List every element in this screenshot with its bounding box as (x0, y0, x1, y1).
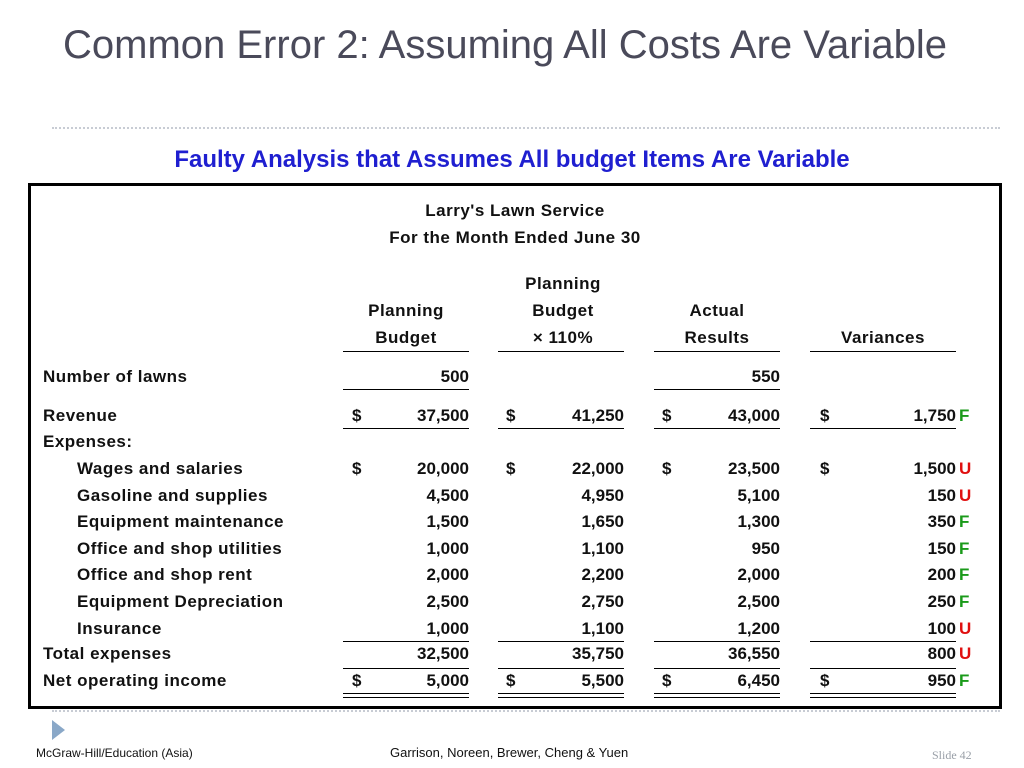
row-expense-variance: 1,500 (913, 459, 956, 478)
revenue-underline (654, 428, 780, 429)
row-total-expenses-indicator: U (959, 644, 972, 663)
row-expense-indicator: F (959, 565, 970, 585)
row-expense-label: Insurance (77, 618, 162, 638)
row-expense-flex: 22,000 (572, 459, 624, 478)
footer-publisher: McGraw-Hill/Education (Asia) (36, 746, 193, 760)
net-double-underline (810, 697, 956, 698)
net-double-underline (498, 697, 624, 698)
currency-symbol: $ (662, 671, 672, 690)
row-expense-actual: 2,500 (737, 592, 780, 611)
currency-symbol: $ (352, 406, 362, 425)
cell-lawns-planning: 500 (440, 367, 469, 386)
currency-symbol: $ (352, 671, 362, 690)
expenses-underline (654, 641, 780, 642)
footer-divider (52, 710, 1000, 712)
column-header-flex: Budget (532, 301, 594, 320)
row-net-income-actual: 6,450 (737, 671, 780, 690)
row-expense-flex: 1,650 (581, 512, 624, 532)
row-expense-planning: 20,000 (417, 459, 469, 478)
bullet-triangle-icon (52, 720, 65, 740)
row-expense-actual: 5,100 (737, 485, 780, 505)
row-expense-planning: 1,000 (426, 618, 469, 638)
row-expense-indicator: F (959, 538, 970, 558)
row-total-expenses-variance: 800 (927, 644, 956, 663)
row-expense-label: Equipment maintenance (77, 512, 284, 532)
row-expense-planning: 2,500 (426, 592, 469, 611)
row-expense-actual: 1,300 (737, 512, 780, 532)
header-underline (654, 351, 780, 352)
row-expense-label: Equipment Depreciation (77, 592, 284, 611)
row-expense-label: Gasoline and supplies (77, 485, 268, 505)
slide-title: Common Error 2: Assuming All Costs Are Variable (63, 23, 948, 67)
lawns-underline (343, 389, 469, 390)
expenses-label: Expenses: (43, 432, 133, 451)
header-underline (498, 351, 624, 352)
column-header-planning: Budget (375, 328, 437, 347)
row-revenue-indicator: F (959, 406, 970, 425)
currency-symbol: $ (820, 671, 830, 690)
currency-symbol: $ (820, 459, 830, 478)
net-double-underline (654, 693, 780, 694)
row-expense-variance: 350 (927, 512, 956, 532)
footer-authors: Garrison, Noreen, Brewer, Cheng & Yuen (390, 745, 629, 760)
row-total-expenses-planning: 32,500 (417, 644, 469, 663)
slide-subtitle: Faulty Analysis that Assumes All budget Items Are Variable (174, 146, 850, 173)
row-revenue-planning: 37,500 (417, 406, 469, 425)
row-revenue-flex: 41,250 (572, 406, 624, 425)
row-expense-label: Office and shop utilities (77, 538, 283, 558)
currency-symbol: $ (662, 459, 672, 478)
report-panel (28, 183, 1002, 709)
currency-symbol: $ (662, 406, 672, 425)
slide-number: Slide 42 (932, 748, 972, 762)
currency-symbol: $ (506, 671, 516, 690)
row-net-income-flex: 5,500 (581, 671, 624, 690)
row-expense-flex: 4,950 (581, 485, 624, 505)
revenue-underline (343, 428, 469, 429)
row-expense-planning: 2,000 (426, 565, 469, 585)
net-double-underline (343, 697, 469, 698)
column-header-flex: Planning (525, 274, 601, 293)
row-expense-variance: 200 (927, 565, 956, 585)
row-expense-planning: 4,500 (426, 485, 469, 505)
row-revenue-actual: 43,000 (728, 406, 780, 425)
net-double-underline (498, 693, 624, 694)
row-expense-actual: 950 (751, 538, 780, 558)
report-period: For the Month Ended June 30 (389, 228, 641, 247)
row-expense-label: Wages and salaries (77, 459, 244, 478)
row-expense-variance: 100 (927, 618, 956, 638)
row-expense-actual: 23,500 (728, 459, 780, 478)
net-double-underline (810, 693, 956, 694)
row-total-expenses-actual: 36,550 (728, 644, 780, 663)
currency-symbol: $ (820, 406, 830, 425)
column-header-flex: × 110% (532, 328, 594, 347)
row-expense-flex: 1,100 (581, 618, 624, 638)
header-underline (343, 351, 469, 352)
row-expense-indicator: U (959, 459, 972, 478)
currency-symbol: $ (506, 459, 516, 478)
total-underline (343, 668, 469, 669)
lawns-underline (654, 389, 780, 390)
net-double-underline (654, 697, 780, 698)
row-expense-flex: 2,750 (581, 592, 624, 611)
row-expense-actual: 1,200 (737, 618, 780, 638)
total-underline (810, 668, 956, 669)
revenue-underline (498, 428, 624, 429)
row-expense-flex: 1,100 (581, 538, 624, 558)
row-expense-flex: 2,200 (581, 565, 624, 585)
row-label-lawns: Number of lawns (43, 367, 188, 386)
total-underline (498, 668, 624, 669)
column-header-actual: Actual (689, 301, 745, 320)
expenses-underline (810, 641, 956, 642)
row-expense-variance: 150 (927, 538, 956, 558)
expenses-underline (498, 641, 624, 642)
row-expense-indicator: F (959, 592, 970, 611)
column-header-variance: Variances (841, 328, 925, 347)
column-header-actual: Results (684, 328, 750, 347)
net-double-underline (343, 693, 469, 694)
row-net-income-planning: 5,000 (426, 671, 469, 690)
row-expense-indicator: U (959, 618, 972, 638)
row-revenue-label: Revenue (43, 406, 118, 425)
row-expense-planning: 1,500 (426, 512, 469, 532)
expenses-underline (343, 641, 469, 642)
title-divider (52, 127, 1000, 129)
report-company: Larry's Lawn Service (425, 201, 605, 220)
row-net-income-variance: 950 (927, 671, 956, 690)
row-expense-variance: 250 (927, 592, 956, 611)
column-header-planning: Planning (368, 301, 444, 320)
header-underline (810, 351, 956, 352)
cell-lawns-actual: 550 (751, 367, 780, 386)
row-total-expenses-label: Total expenses (43, 644, 172, 663)
currency-symbol: $ (506, 406, 516, 425)
row-expense-indicator: F (959, 512, 970, 532)
row-revenue-variance: 1,750 (913, 406, 956, 425)
row-expense-planning: 1,000 (426, 538, 469, 558)
row-net-income-indicator: F (959, 671, 970, 690)
row-net-income-label: Net operating income (43, 671, 227, 690)
row-expense-indicator: U (959, 485, 972, 505)
row-expense-actual: 2,000 (737, 565, 780, 585)
revenue-underline (810, 428, 956, 429)
row-expense-variance: 150 (927, 485, 956, 505)
row-total-expenses-flex: 35,750 (572, 644, 624, 663)
currency-symbol: $ (352, 459, 362, 478)
row-expense-label: Office and shop rent (77, 565, 253, 585)
total-underline (654, 668, 780, 669)
